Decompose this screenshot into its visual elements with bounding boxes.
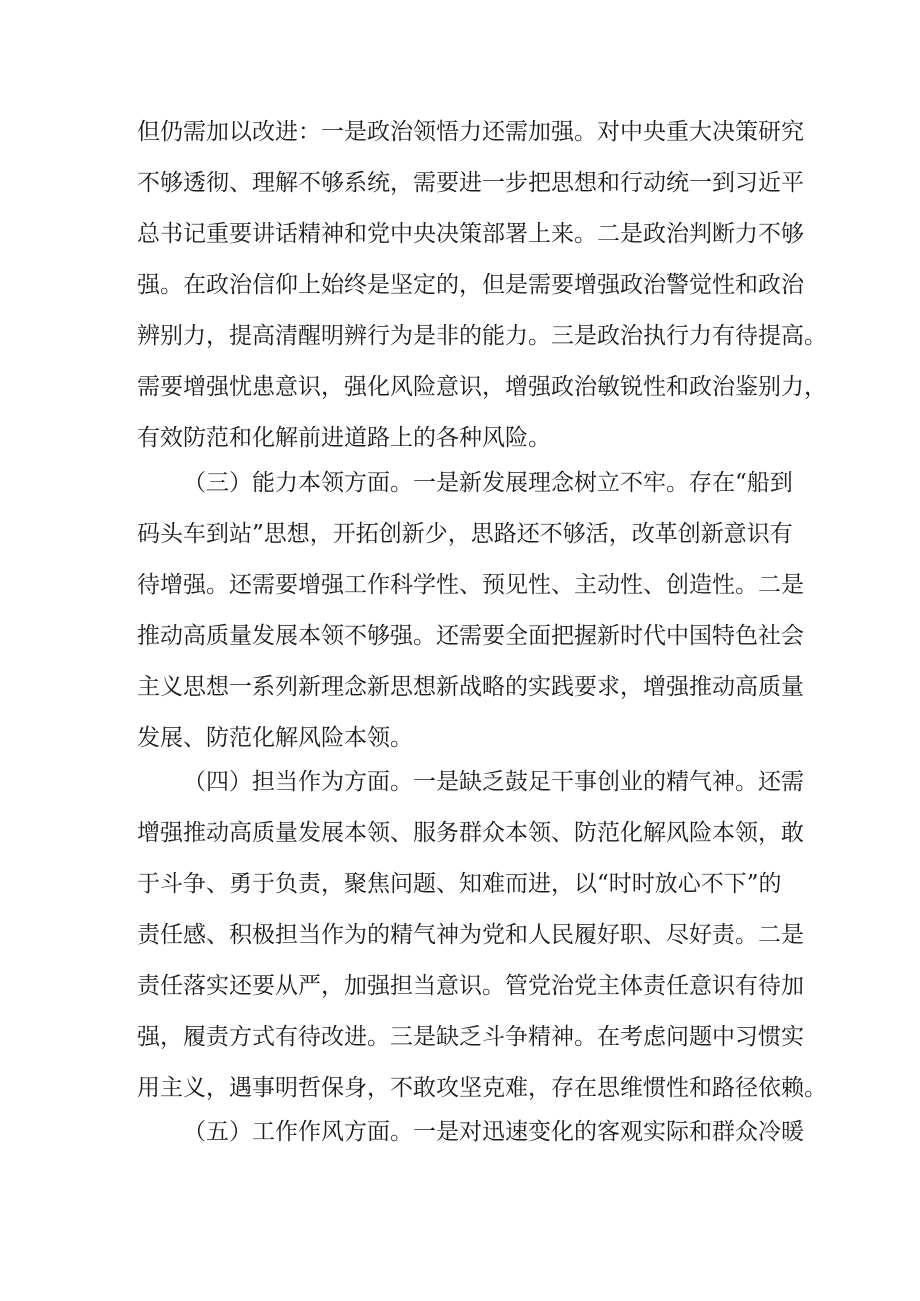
- text-line: 责任感、积极担当作为的精气神为党和人民履好职、尽好责。二是: [137, 922, 804, 948]
- text-line: 辨别力，提高清醒明辨行为是非的能力。三是政治执行力有待提高。: [137, 323, 827, 349]
- text-line: 但仍需加以改进：一是政治领悟力还需加强。对中央重大决策研究: [137, 119, 804, 145]
- text-line: 责任落实还要从严，加强担当意识。管党治党主体责任意识有待加: [137, 973, 804, 999]
- text-line: 强。在政治信仰上始终是坚定的，但是需要增强政治警觉性和政治: [137, 272, 804, 298]
- text-line: 于斗争、勇于负责，聚焦问题、知难而进，以“时时放心不下”的: [137, 871, 782, 897]
- text-line: 发展、防范化解风险本领。: [137, 725, 413, 751]
- text-line: （三）能力本领方面。一是新发展理念树立不牢。存在“船到: [183, 470, 793, 496]
- text-line: 强，履责方式有待改进。三是缺乏斗争精神。在考虑问题中习惯实: [137, 1024, 804, 1050]
- text-line: 有效防范和化解前进道路上的各种风险。: [137, 425, 551, 451]
- text-line: 总书记重要讲话精神和党中央决策部署上来。二是政治判断力不够: [137, 221, 804, 247]
- text-line: 增强推动高质量发展本领、服务群众本领、防范化解风险本领，敢: [137, 820, 804, 846]
- text-line: （五）工作作风方面。一是对迅速变化的客观实际和群众冷暖: [183, 1119, 804, 1145]
- text-line: （四）担当作为方面。一是缺乏鼓足干事创业的精气神。还需: [183, 769, 804, 795]
- text-line: 待增强。还需要增强工作科学性、预见性、主动性、创造性。二是: [137, 572, 804, 598]
- text-line: 不够透彻、理解不够系统，需要进一步把思想和行动统一到习近平: [137, 170, 804, 196]
- text-line: 主义思想一系列新理念新思想新战略的实践要求，增强推动高质量: [137, 674, 804, 700]
- text-line: 推动高质量发展本领不够强。还需要全面把握新时代中国特色社会: [137, 623, 804, 649]
- text-line: 码头车到站”思想，开拓创新少，思路还不够活，改革创新意识有: [137, 521, 793, 547]
- text-line: 用主义，遇事明哲保身，不敢攻坚克难，存在思维惯性和路径依赖。: [137, 1075, 827, 1101]
- text-line: 需要增强忧患意识，强化风险意识，增强政治敏锐性和政治鉴别力，: [137, 374, 827, 400]
